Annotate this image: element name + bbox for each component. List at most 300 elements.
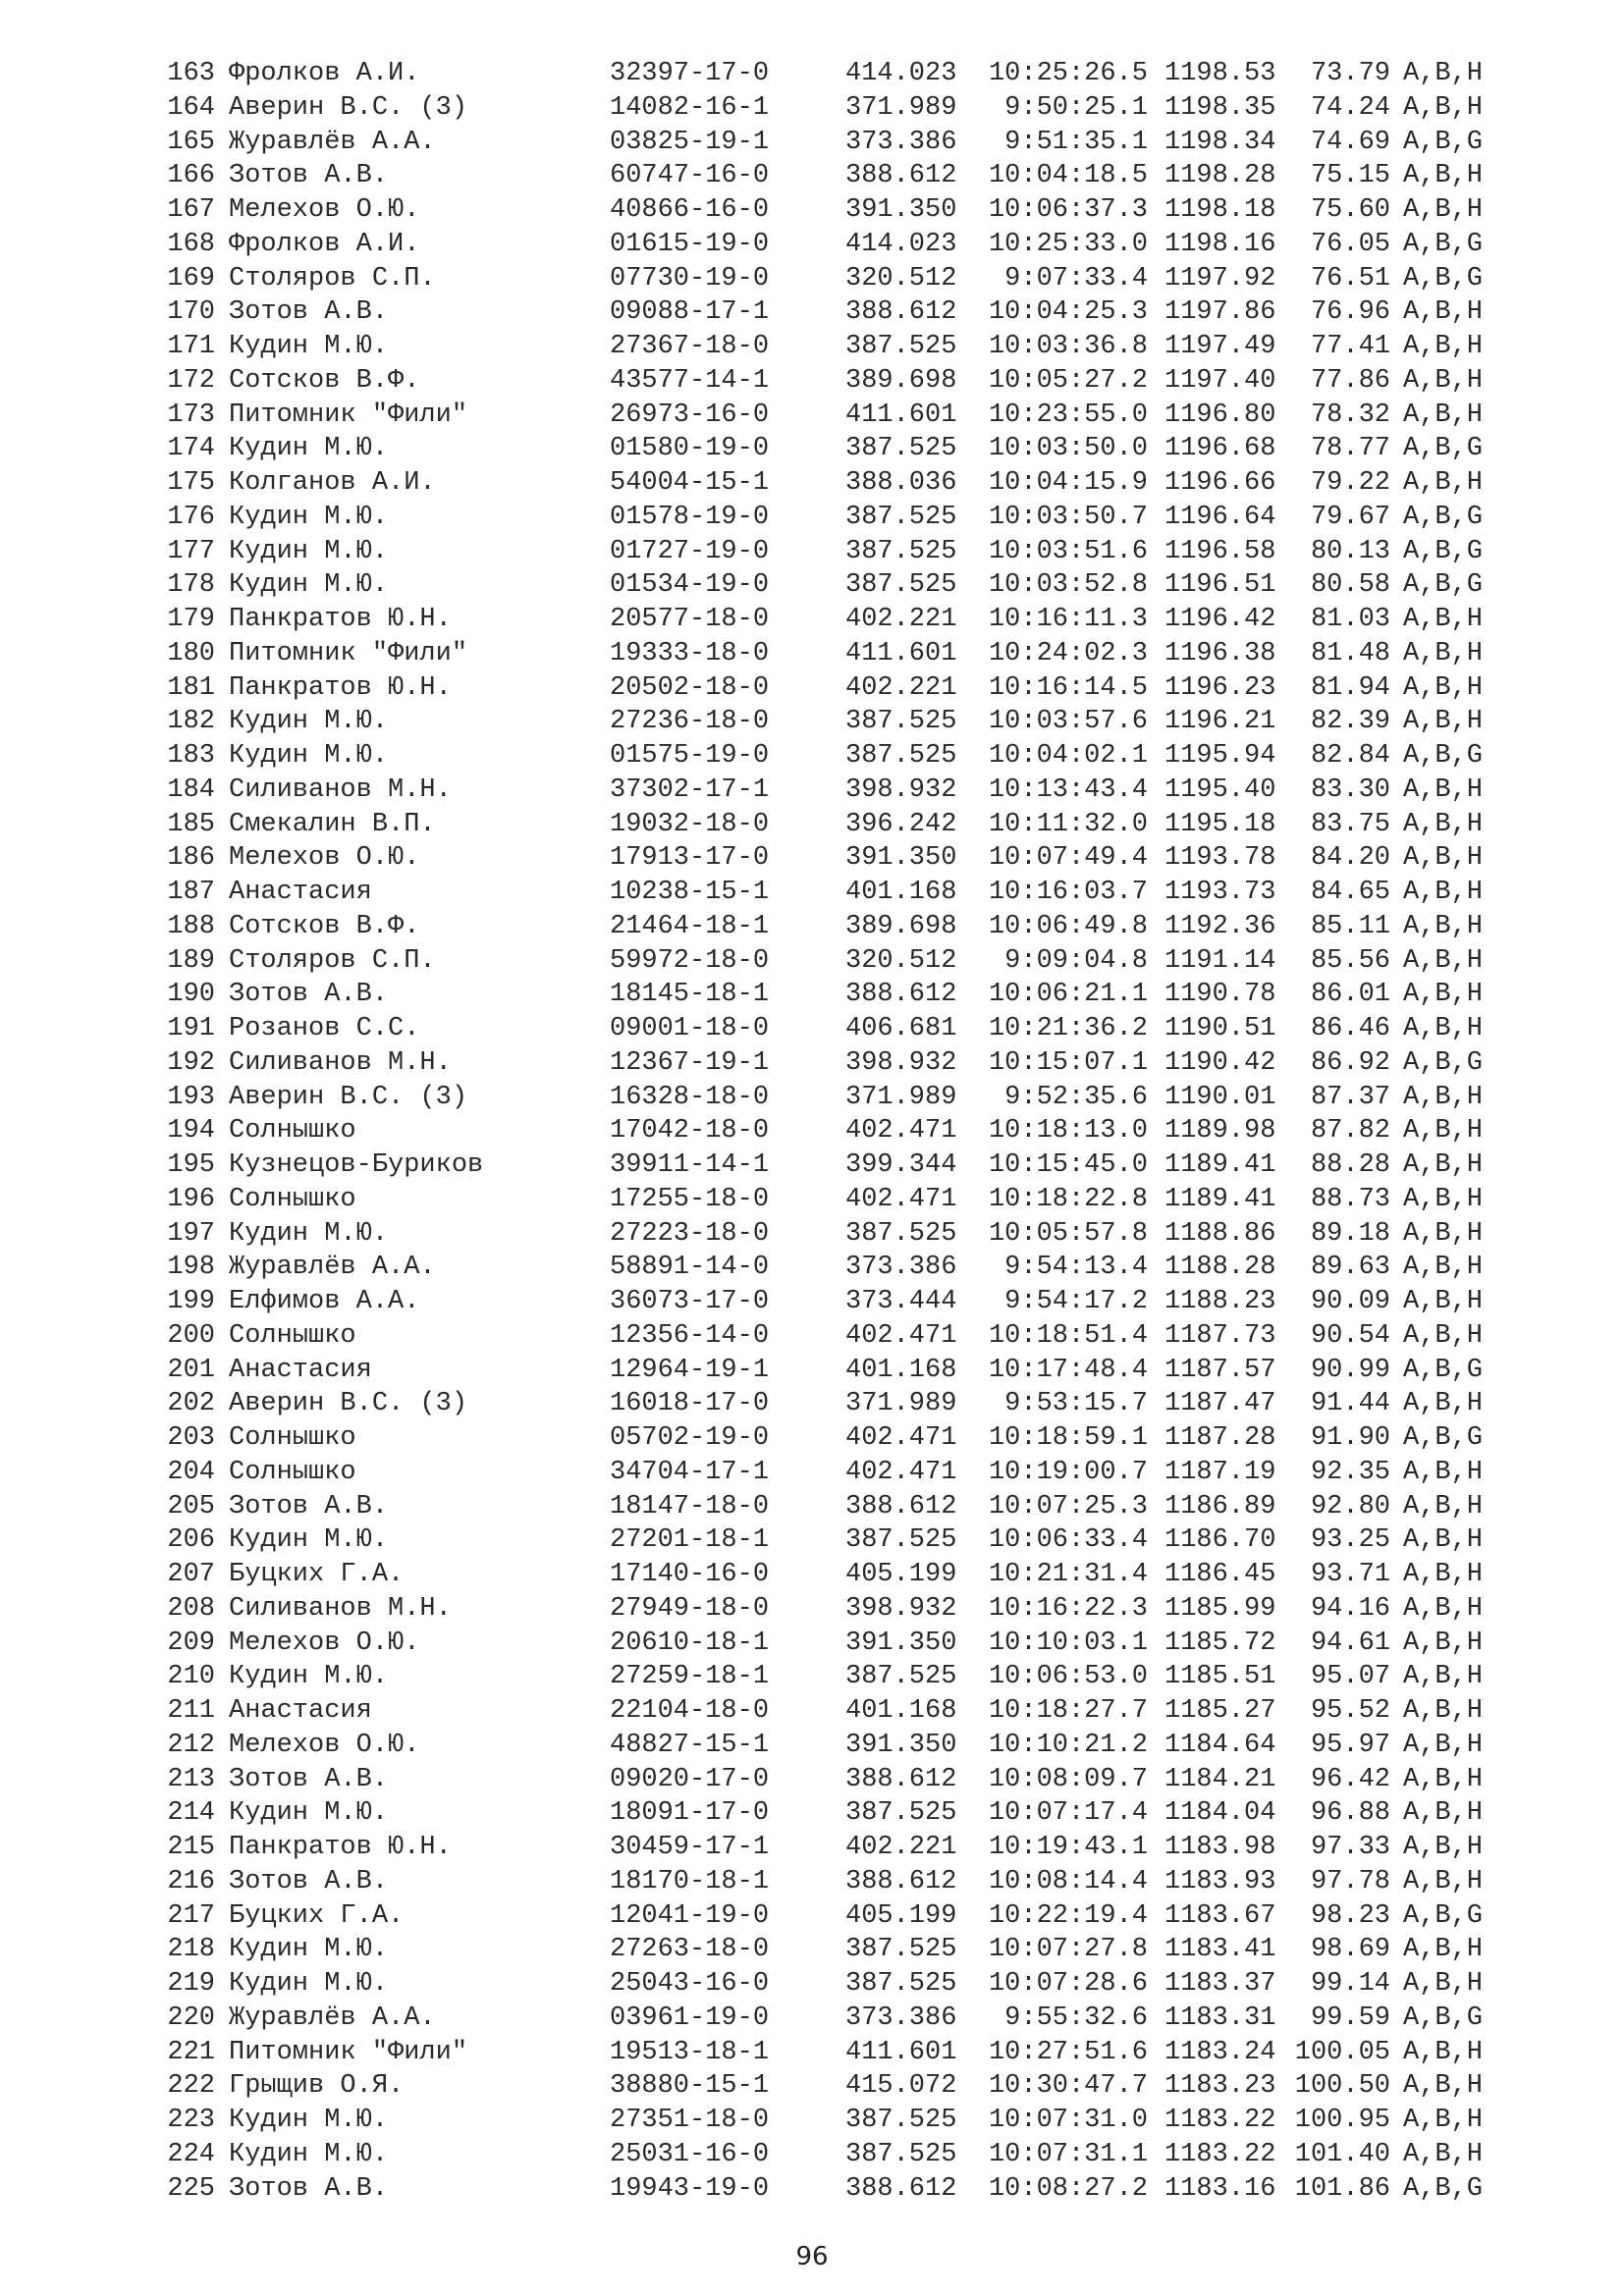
ring-number-cell: 40866-16-0 bbox=[610, 195, 770, 225]
speed-cell: 1198.53 bbox=[1164, 59, 1276, 88]
coefficient-cell: 86.46 bbox=[1310, 1014, 1390, 1043]
speed-cell: 1183.98 bbox=[1164, 1833, 1276, 1862]
groups-cell: A,B,H bbox=[1403, 1696, 1484, 1726]
fancier-name-cell: Столяров С.П. bbox=[229, 945, 436, 976]
coefficient-cell: 75.15 bbox=[1310, 161, 1390, 191]
arrival-time-cell: 10:18:51.4 bbox=[988, 1320, 1148, 1351]
fancier-name-cell: Кузнецов-Буриков bbox=[229, 1150, 484, 1180]
arrival-time-cell: 10:07:31.0 bbox=[988, 2106, 1148, 2135]
speed-cell: 1189.98 bbox=[1164, 1116, 1276, 1147]
speed-cell: 1198.16 bbox=[1164, 229, 1276, 259]
groups-cell: A,B,H bbox=[1403, 1560, 1484, 1589]
ring-number-cell: 27351-18-0 bbox=[610, 2106, 770, 2135]
groups-cell: A,B,H bbox=[1403, 1014, 1484, 1043]
groups-cell: A,B,G bbox=[1403, 127, 1484, 157]
distance-cell: 387.525 bbox=[845, 2139, 957, 2169]
groups-cell: A,B,H bbox=[1403, 1969, 1484, 1999]
place-cell: 223 bbox=[167, 2106, 215, 2135]
ring-number-cell: 12356-14-0 bbox=[610, 1320, 770, 1351]
arrival-time-cell: 10:07:25.3 bbox=[988, 1491, 1148, 1522]
groups-cell: A,B,H bbox=[1403, 1833, 1484, 1862]
arrival-time-cell: 10:04:25.3 bbox=[988, 297, 1148, 328]
ring-number-cell: 01580-19-0 bbox=[610, 434, 770, 464]
groups-cell: A,B,G bbox=[1403, 1355, 1484, 1385]
distance-cell: 387.525 bbox=[845, 1935, 957, 1965]
place-cell: 181 bbox=[167, 672, 215, 703]
ring-number-cell: 37302-17-1 bbox=[610, 774, 770, 805]
arrival-time-cell: 10:10:21.2 bbox=[988, 1730, 1148, 1760]
groups-cell: A,B,H bbox=[1403, 59, 1484, 88]
ring-number-cell: 10238-15-1 bbox=[610, 878, 770, 907]
coefficient-cell: 83.30 bbox=[1310, 774, 1390, 805]
coefficient-cell: 74.24 bbox=[1310, 92, 1390, 123]
groups-cell: A,B,H bbox=[1403, 161, 1484, 191]
ring-number-cell: 01727-19-0 bbox=[610, 536, 770, 566]
coefficient-cell: 73.79 bbox=[1310, 59, 1390, 88]
ring-number-cell: 05702-19-0 bbox=[610, 1423, 770, 1453]
coefficient-cell: 98.23 bbox=[1310, 1900, 1390, 1931]
distance-cell: 391.350 bbox=[845, 1628, 957, 1658]
speed-cell: 1186.89 bbox=[1164, 1491, 1276, 1522]
distance-cell: 389.698 bbox=[845, 911, 957, 941]
coefficient-cell: 78.32 bbox=[1310, 400, 1390, 430]
ring-number-cell: 19943-19-0 bbox=[610, 2173, 770, 2204]
coefficient-cell: 96.88 bbox=[1310, 1798, 1390, 1829]
speed-cell: 1188.23 bbox=[1164, 1287, 1276, 1316]
ring-number-cell: 27236-18-0 bbox=[610, 707, 770, 737]
fancier-name-cell: Буцких Г.А. bbox=[229, 1560, 405, 1589]
ring-number-cell: 34704-17-1 bbox=[610, 1457, 770, 1487]
distance-cell: 387.525 bbox=[845, 332, 957, 361]
fancier-name-cell: Мелехов О.Ю. bbox=[229, 195, 420, 225]
fancier-name-cell: Зотов А.В. bbox=[229, 297, 389, 328]
coefficient-cell: 92.35 bbox=[1310, 1457, 1390, 1487]
fancier-name-cell: Кудин М.Ю. bbox=[229, 1525, 389, 1556]
place-cell: 218 bbox=[167, 1935, 215, 1965]
distance-cell: 387.525 bbox=[845, 1662, 957, 1692]
distance-cell: 388.612 bbox=[845, 297, 957, 328]
ring-number-cell: 12041-19-0 bbox=[610, 1900, 770, 1931]
groups-cell: A,B,H bbox=[1403, 2071, 1484, 2102]
place-cell: 174 bbox=[167, 434, 215, 464]
ring-number-cell: 18091-17-0 bbox=[610, 1798, 770, 1829]
distance-cell: 388.036 bbox=[845, 468, 957, 498]
fancier-name-cell: Питомник "Фили" bbox=[229, 638, 468, 668]
arrival-time-cell: 10:23:55.0 bbox=[988, 400, 1148, 430]
fancier-name-cell: Панкратов Ю.Н. bbox=[229, 672, 452, 703]
arrival-time-cell: 10:06:37.3 bbox=[988, 195, 1148, 225]
distance-cell: 387.525 bbox=[845, 1525, 957, 1556]
coefficient-cell: 95.07 bbox=[1310, 1662, 1390, 1692]
arrival-time-cell: 10:04:15.9 bbox=[988, 468, 1148, 498]
place-cell: 180 bbox=[167, 638, 215, 668]
groups-cell: A,B,H bbox=[1403, 1628, 1484, 1658]
fancier-name-cell: Зотов А.В. bbox=[229, 980, 389, 1010]
coefficient-cell: 95.52 bbox=[1310, 1696, 1390, 1726]
arrival-time-cell: 10:06:53.0 bbox=[988, 1662, 1148, 1692]
place-cell: 199 bbox=[167, 1287, 215, 1316]
distance-cell: 405.199 bbox=[845, 1560, 957, 1589]
speed-cell: 1190.01 bbox=[1164, 1082, 1276, 1112]
distance-cell: 414.023 bbox=[845, 229, 957, 259]
coefficient-cell: 80.13 bbox=[1310, 536, 1390, 566]
speed-cell: 1185.99 bbox=[1164, 1593, 1276, 1624]
speed-cell: 1190.51 bbox=[1164, 1014, 1276, 1043]
groups-cell: A,B,H bbox=[1403, 195, 1484, 225]
groups-cell: A,B,H bbox=[1403, 332, 1484, 361]
distance-cell: 389.698 bbox=[845, 365, 957, 396]
groups-cell: A,B,G bbox=[1403, 741, 1484, 771]
ring-number-cell: 01575-19-0 bbox=[610, 741, 770, 771]
coefficient-cell: 100.05 bbox=[1294, 2037, 1390, 2067]
coefficient-cell: 101.40 bbox=[1294, 2139, 1390, 2169]
speed-cell: 1185.27 bbox=[1164, 1696, 1276, 1726]
speed-cell: 1183.22 bbox=[1164, 2139, 1276, 2169]
speed-cell: 1184.04 bbox=[1164, 1798, 1276, 1829]
arrival-time-cell: 10:11:32.0 bbox=[988, 809, 1148, 839]
place-cell: 192 bbox=[167, 1047, 215, 1078]
distance-cell: 402.471 bbox=[845, 1320, 957, 1351]
ring-number-cell: 27949-18-0 bbox=[610, 1593, 770, 1624]
fancier-name-cell: Силиванов М.Н. bbox=[229, 1047, 452, 1078]
arrival-time-cell: 9:51:35.1 bbox=[1004, 127, 1148, 157]
fancier-name-cell: Кудин М.Ю. bbox=[229, 332, 389, 361]
arrival-time-cell: 10:06:21.1 bbox=[988, 980, 1148, 1010]
coefficient-cell: 91.44 bbox=[1310, 1389, 1390, 1419]
arrival-time-cell: 10:18:22.8 bbox=[988, 1184, 1148, 1214]
groups-cell: A,B,H bbox=[1403, 911, 1484, 941]
place-cell: 200 bbox=[167, 1320, 215, 1351]
arrival-time-cell: 9:07:33.4 bbox=[1004, 263, 1148, 294]
speed-cell: 1183.22 bbox=[1164, 2106, 1276, 2135]
ring-number-cell: 59972-18-0 bbox=[610, 945, 770, 976]
speed-cell: 1197.86 bbox=[1164, 297, 1276, 328]
arrival-time-cell: 10:04:02.1 bbox=[988, 741, 1148, 771]
ring-number-cell: 17042-18-0 bbox=[610, 1116, 770, 1147]
distance-cell: 391.350 bbox=[845, 843, 957, 874]
coefficient-cell: 83.75 bbox=[1310, 809, 1390, 839]
coefficient-cell: 85.11 bbox=[1310, 911, 1390, 941]
coefficient-cell: 99.59 bbox=[1310, 2002, 1390, 2033]
place-cell: 170 bbox=[167, 297, 215, 328]
distance-cell: 401.168 bbox=[845, 1355, 957, 1385]
groups-cell: A,B,G bbox=[1403, 1423, 1484, 1453]
coefficient-cell: 81.94 bbox=[1310, 672, 1390, 703]
place-cell: 172 bbox=[167, 365, 215, 396]
distance-cell: 402.471 bbox=[845, 1184, 957, 1214]
speed-cell: 1187.73 bbox=[1164, 1320, 1276, 1351]
fancier-name-cell: Сотсков В.Ф. bbox=[229, 911, 420, 941]
distance-cell: 387.525 bbox=[845, 2106, 957, 2135]
ring-number-cell: 17255-18-0 bbox=[610, 1184, 770, 1214]
arrival-time-cell: 10:21:36.2 bbox=[988, 1014, 1148, 1043]
speed-cell: 1193.78 bbox=[1164, 843, 1276, 874]
fancier-name-cell: Солнышко bbox=[229, 1457, 356, 1487]
groups-cell: A,B,H bbox=[1403, 638, 1484, 668]
place-cell: 193 bbox=[167, 1082, 215, 1112]
place-cell: 171 bbox=[167, 332, 215, 361]
fancier-name-cell: Колганов А.И. bbox=[229, 468, 436, 498]
ring-number-cell: 27223-18-0 bbox=[610, 1218, 770, 1249]
distance-cell: 387.525 bbox=[845, 434, 957, 464]
ring-number-cell: 27201-18-1 bbox=[610, 1525, 770, 1556]
place-cell: 203 bbox=[167, 1423, 215, 1453]
fancier-name-cell: Силиванов М.Н. bbox=[229, 1593, 452, 1624]
arrival-time-cell: 10:07:17.4 bbox=[988, 1798, 1148, 1829]
coefficient-cell: 81.03 bbox=[1310, 605, 1390, 634]
ring-number-cell: 25043-16-0 bbox=[610, 1969, 770, 1999]
place-cell: 213 bbox=[167, 1764, 215, 1794]
coefficient-cell: 75.60 bbox=[1310, 195, 1390, 225]
distance-cell: 396.242 bbox=[845, 809, 957, 839]
place-cell: 214 bbox=[167, 1798, 215, 1829]
groups-cell: A,B,H bbox=[1403, 1082, 1484, 1112]
place-cell: 191 bbox=[167, 1014, 215, 1043]
distance-cell: 402.221 bbox=[845, 1833, 957, 1862]
speed-cell: 1185.51 bbox=[1164, 1662, 1276, 1692]
arrival-time-cell: 9:54:17.2 bbox=[1004, 1287, 1148, 1316]
arrival-time-cell: 9:53:15.7 bbox=[1004, 1389, 1148, 1419]
fancier-name-cell: Кудин М.Ю. bbox=[229, 434, 389, 464]
fancier-name-cell: Кудин М.Ю. bbox=[229, 570, 389, 601]
coefficient-cell: 88.28 bbox=[1310, 1150, 1390, 1180]
arrival-time-cell: 10:18:13.0 bbox=[988, 1116, 1148, 1147]
ring-number-cell: 60747-16-0 bbox=[610, 161, 770, 191]
groups-cell: A,B,H bbox=[1403, 1798, 1484, 1829]
speed-cell: 1187.57 bbox=[1164, 1355, 1276, 1385]
place-cell: 176 bbox=[167, 502, 215, 532]
arrival-time-cell: 9:55:32.6 bbox=[1004, 2002, 1148, 2033]
arrival-time-cell: 10:25:33.0 bbox=[988, 229, 1148, 259]
coefficient-cell: 92.80 bbox=[1310, 1491, 1390, 1522]
speed-cell: 1193.73 bbox=[1164, 878, 1276, 907]
fancier-name-cell: Буцких Г.А. bbox=[229, 1900, 405, 1931]
distance-cell: 387.525 bbox=[845, 1218, 957, 1249]
coefficient-cell: 82.39 bbox=[1310, 707, 1390, 737]
distance-cell: 402.471 bbox=[845, 1457, 957, 1487]
ring-number-cell: 39911-14-1 bbox=[610, 1150, 770, 1180]
distance-cell: 402.221 bbox=[845, 672, 957, 703]
speed-cell: 1187.47 bbox=[1164, 1389, 1276, 1419]
fancier-name-cell: Мелехов О.Ю. bbox=[229, 843, 420, 874]
place-cell: 208 bbox=[167, 1593, 215, 1624]
coefficient-cell: 100.95 bbox=[1294, 2106, 1390, 2135]
groups-cell: A,B,H bbox=[1403, 774, 1484, 805]
distance-cell: 398.932 bbox=[845, 1047, 957, 1078]
place-cell: 185 bbox=[167, 809, 215, 839]
groups-cell: A,B,H bbox=[1403, 1150, 1484, 1180]
distance-cell: 387.525 bbox=[845, 707, 957, 737]
fancier-name-cell: Солнышко bbox=[229, 1423, 356, 1453]
speed-cell: 1188.28 bbox=[1164, 1253, 1276, 1283]
fancier-name-cell: Кудин М.Ю. bbox=[229, 1218, 389, 1249]
ring-number-cell: 27263-18-0 bbox=[610, 1935, 770, 1965]
coefficient-cell: 95.97 bbox=[1310, 1730, 1390, 1760]
ring-number-cell: 38880-15-1 bbox=[610, 2071, 770, 2102]
coefficient-cell: 79.22 bbox=[1310, 468, 1390, 498]
distance-cell: 414.023 bbox=[845, 59, 957, 88]
distance-cell: 402.221 bbox=[845, 605, 957, 634]
distance-cell: 391.350 bbox=[845, 195, 957, 225]
fancier-name-cell: Мелехов О.Ю. bbox=[229, 1628, 420, 1658]
ring-number-cell: 14082-16-1 bbox=[610, 92, 770, 123]
groups-cell: A,B,H bbox=[1403, 468, 1484, 498]
coefficient-cell: 101.86 bbox=[1294, 2173, 1390, 2204]
ring-number-cell: 17140-16-0 bbox=[610, 1560, 770, 1589]
place-cell: 219 bbox=[167, 1969, 215, 1999]
ring-number-cell: 01615-19-0 bbox=[610, 229, 770, 259]
coefficient-cell: 84.65 bbox=[1310, 878, 1390, 907]
speed-cell: 1195.18 bbox=[1164, 809, 1276, 839]
arrival-time-cell: 10:21:31.4 bbox=[988, 1560, 1148, 1589]
arrival-time-cell: 9:52:35.6 bbox=[1004, 1082, 1148, 1112]
coefficient-cell: 90.99 bbox=[1310, 1355, 1390, 1385]
distance-cell: 387.525 bbox=[845, 1969, 957, 1999]
fancier-name-cell: Питомник "Фили" bbox=[229, 2037, 468, 2067]
ring-number-cell: 09088-17-1 bbox=[610, 297, 770, 328]
distance-cell: 388.612 bbox=[845, 1866, 957, 1896]
fancier-name-cell: Анастасия bbox=[229, 1355, 372, 1385]
groups-cell: A,B,G bbox=[1403, 570, 1484, 601]
fancier-name-cell: Зотов А.В. bbox=[229, 2173, 389, 2204]
page-number: 96 bbox=[795, 2242, 829, 2271]
arrival-time-cell: 10:13:43.4 bbox=[988, 774, 1148, 805]
coefficient-cell: 93.25 bbox=[1310, 1525, 1390, 1556]
fancier-name-cell: Кудин М.Ю. bbox=[229, 536, 389, 566]
ring-number-cell: 18145-18-1 bbox=[610, 980, 770, 1010]
speed-cell: 1183.37 bbox=[1164, 1969, 1276, 1999]
place-cell: 169 bbox=[167, 263, 215, 294]
fancier-name-cell: Журавлёв А.А. bbox=[229, 127, 436, 157]
speed-cell: 1197.49 bbox=[1164, 332, 1276, 361]
fancier-name-cell: Смекалин В.П. bbox=[229, 809, 436, 839]
arrival-time-cell: 9:09:04.8 bbox=[1004, 945, 1148, 976]
groups-cell: A,B,H bbox=[1403, 1764, 1484, 1794]
distance-cell: 388.612 bbox=[845, 2173, 957, 2204]
speed-cell: 1183.23 bbox=[1164, 2071, 1276, 2102]
coefficient-cell: 76.51 bbox=[1310, 263, 1390, 294]
fancier-name-cell: Журавлёв А.А. bbox=[229, 2002, 436, 2033]
speed-cell: 1190.42 bbox=[1164, 1047, 1276, 1078]
arrival-time-cell: 10:08:27.2 bbox=[988, 2173, 1148, 2204]
ring-number-cell: 19032-18-0 bbox=[610, 809, 770, 839]
arrival-time-cell: 10:08:09.7 bbox=[988, 1764, 1148, 1794]
fancier-name-cell: Фролков А.И. bbox=[229, 59, 420, 88]
place-cell: 215 bbox=[167, 1833, 215, 1862]
arrival-time-cell: 10:30:47.7 bbox=[988, 2071, 1148, 2102]
fancier-name-cell: Панкратов Ю.Н. bbox=[229, 605, 452, 634]
speed-cell: 1195.40 bbox=[1164, 774, 1276, 805]
ring-number-cell: 20577-18-0 bbox=[610, 605, 770, 634]
fancier-name-cell: Кудин М.Ю. bbox=[229, 1798, 389, 1829]
speed-cell: 1191.14 bbox=[1164, 945, 1276, 976]
coefficient-cell: 97.78 bbox=[1310, 1866, 1390, 1896]
place-cell: 173 bbox=[167, 400, 215, 430]
ring-number-cell: 19513-18-1 bbox=[610, 2037, 770, 2067]
coefficient-cell: 79.67 bbox=[1310, 502, 1390, 532]
fancier-name-cell: Журавлёв А.А. bbox=[229, 1253, 436, 1283]
coefficient-cell: 74.69 bbox=[1310, 127, 1390, 157]
groups-cell: A,B,H bbox=[1403, 1525, 1484, 1556]
ring-number-cell: 27259-18-1 bbox=[610, 1662, 770, 1692]
ring-number-cell: 26973-16-0 bbox=[610, 400, 770, 430]
distance-cell: 371.989 bbox=[845, 92, 957, 123]
arrival-time-cell: 10:17:48.4 bbox=[988, 1355, 1148, 1385]
ring-number-cell: 22104-18-0 bbox=[610, 1696, 770, 1726]
speed-cell: 1183.41 bbox=[1164, 1935, 1276, 1965]
fancier-name-cell: Мелехов О.Ю. bbox=[229, 1730, 420, 1760]
ring-number-cell: 12367-19-1 bbox=[610, 1047, 770, 1078]
distance-cell: 320.512 bbox=[845, 945, 957, 976]
speed-cell: 1183.67 bbox=[1164, 1900, 1276, 1931]
groups-cell: A,B,G bbox=[1403, 434, 1484, 464]
place-cell: 166 bbox=[167, 161, 215, 191]
fancier-name-cell: Солнышко bbox=[229, 1184, 356, 1214]
arrival-time-cell: 10:24:02.3 bbox=[988, 638, 1148, 668]
groups-cell: A,B,H bbox=[1403, 2037, 1484, 2067]
distance-cell: 401.168 bbox=[845, 1696, 957, 1726]
arrival-time-cell: 10:15:07.1 bbox=[988, 1047, 1148, 1078]
distance-cell: 411.601 bbox=[845, 638, 957, 668]
place-cell: 197 bbox=[167, 1218, 215, 1249]
fancier-name-cell: Кудин М.Ю. bbox=[229, 1969, 389, 1999]
ring-number-cell: 27367-18-0 bbox=[610, 332, 770, 361]
place-cell: 178 bbox=[167, 570, 215, 601]
groups-cell: A,B,H bbox=[1403, 297, 1484, 328]
groups-cell: A,B,H bbox=[1403, 1253, 1484, 1283]
fancier-name-cell: Панкратов Ю.Н. bbox=[229, 1833, 452, 1862]
speed-cell: 1196.23 bbox=[1164, 672, 1276, 703]
distance-cell: 387.525 bbox=[845, 570, 957, 601]
coefficient-cell: 90.54 bbox=[1310, 1320, 1390, 1351]
speed-cell: 1183.16 bbox=[1164, 2173, 1276, 2204]
groups-cell: A,B,H bbox=[1403, 878, 1484, 907]
arrival-time-cell: 10:07:28.6 bbox=[988, 1969, 1148, 1999]
coefficient-cell: 80.58 bbox=[1310, 570, 1390, 601]
distance-cell: 373.386 bbox=[845, 2002, 957, 2033]
place-cell: 179 bbox=[167, 605, 215, 634]
coefficient-cell: 94.16 bbox=[1310, 1593, 1390, 1624]
ring-number-cell: 18170-18-1 bbox=[610, 1866, 770, 1896]
ring-number-cell: 01534-19-0 bbox=[610, 570, 770, 601]
speed-cell: 1196.51 bbox=[1164, 570, 1276, 601]
coefficient-cell: 77.41 bbox=[1310, 332, 1390, 361]
distance-cell: 387.525 bbox=[845, 741, 957, 771]
speed-cell: 1187.28 bbox=[1164, 1423, 1276, 1453]
speed-cell: 1195.94 bbox=[1164, 741, 1276, 771]
fancier-name-cell: Елфимов А.А. bbox=[229, 1287, 420, 1316]
groups-cell: A,B,H bbox=[1403, 843, 1484, 874]
arrival-time-cell: 10:03:50.7 bbox=[988, 502, 1148, 532]
arrival-time-cell: 10:06:33.4 bbox=[988, 1525, 1148, 1556]
place-cell: 165 bbox=[167, 127, 215, 157]
place-cell: 220 bbox=[167, 2002, 215, 2033]
coefficient-cell: 81.48 bbox=[1310, 638, 1390, 668]
ring-number-cell: 01578-19-0 bbox=[610, 502, 770, 532]
place-cell: 224 bbox=[167, 2139, 215, 2169]
fancier-name-cell: Зотов А.В. bbox=[229, 161, 389, 191]
coefficient-cell: 77.86 bbox=[1310, 365, 1390, 396]
arrival-time-cell: 10:19:00.7 bbox=[988, 1457, 1148, 1487]
arrival-time-cell: 10:05:27.2 bbox=[988, 365, 1148, 396]
coefficient-cell: 85.56 bbox=[1310, 945, 1390, 976]
place-cell: 222 bbox=[167, 2071, 215, 2102]
coefficient-cell: 76.96 bbox=[1310, 297, 1390, 328]
coefficient-cell: 89.63 bbox=[1310, 1253, 1390, 1283]
arrival-time-cell: 10:03:36.8 bbox=[988, 332, 1148, 361]
arrival-time-cell: 10:07:49.4 bbox=[988, 843, 1148, 874]
coefficient-cell: 86.01 bbox=[1310, 980, 1390, 1010]
